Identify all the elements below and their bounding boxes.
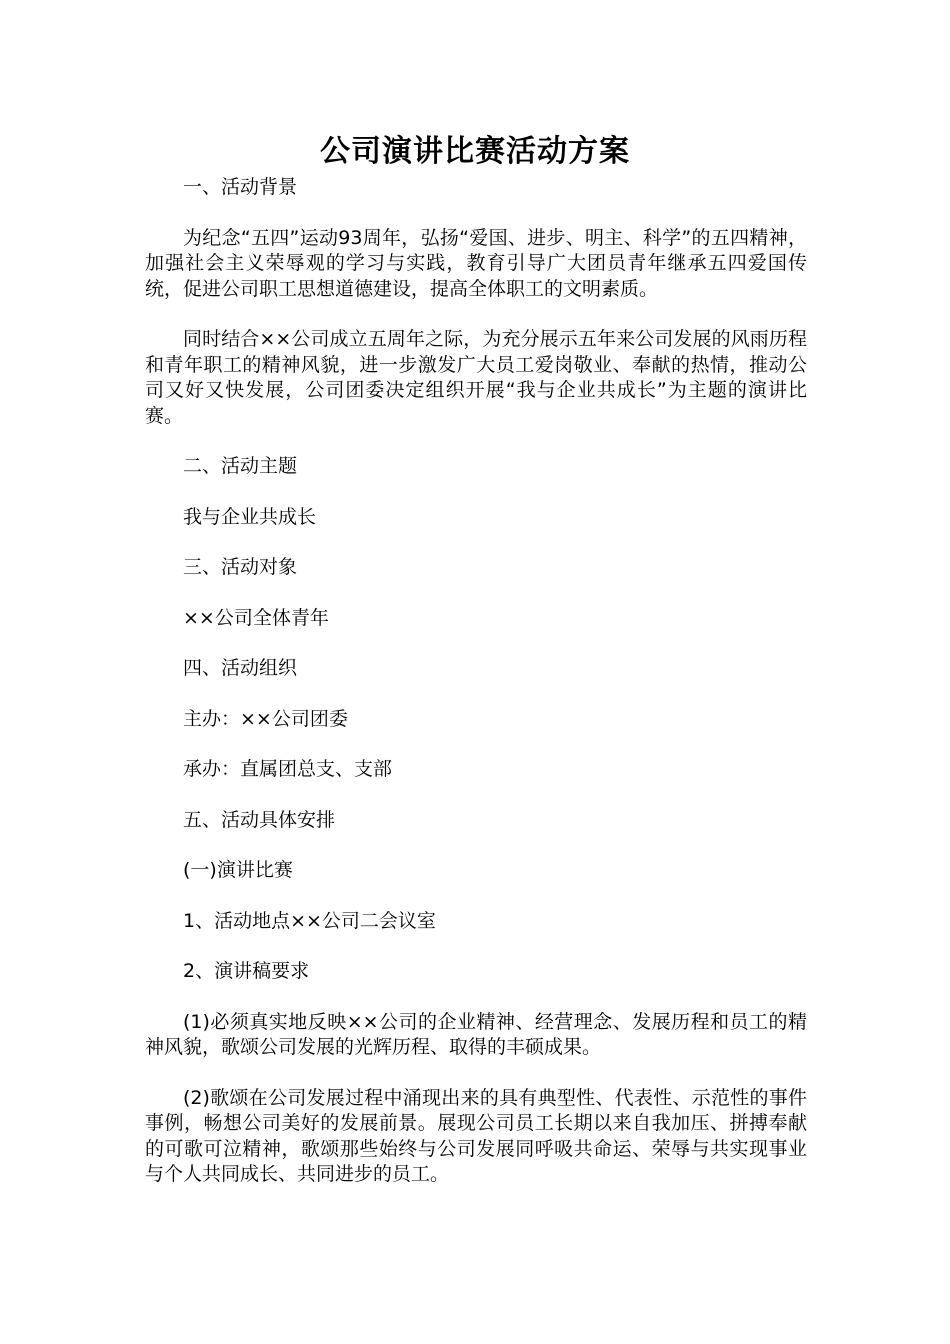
document-title: 公司演讲比赛活动方案 xyxy=(320,134,630,169)
organization-organizer: 承办：直属团总支、支部 xyxy=(183,758,393,780)
arrangement-item-location: 1、活动地点××公司二会议室 xyxy=(183,909,436,932)
section-heading-arrangement: 五、活动具体安排 xyxy=(183,808,336,831)
background-paragraph-1: 为纪念“五四”运动93周年，弘扬“爱国、进步、明主、科学”的五四精神，加强社会主义荣辱观的学习与实践，教育引导广大团员青年继承五四爱国传统，促进公司职工思想道德建设，提高全体职工的文明素质。 xyxy=(145,226,807,300)
organization-host: 主办：××公司团委 xyxy=(183,707,348,730)
section-heading-background: 一、活动背景 xyxy=(183,176,298,198)
document-body xyxy=(145,175,807,1188)
background-paragraph-2: 同时结合××公司成立五周年之际，为充分展示五年来公司发展的风雨历程和青年职工的精神风貌，进一步激发广大员工爱岗敬业、奉献的热情，推动公司又好又快发展，公司团委决定组织开展“我与企业共成长”为主题的演讲比赛。 xyxy=(145,328,807,427)
requirement-paragraph-2: (2)歌颂在公司发展过程中涌现出来的具有典型性、代表性、示范性的事件事例，畅想公司美好的发展前景。展现公司员工长期以来自我加压、拼搏奉献的可歌可泣精神，歌颂那些始终与公司发展同呼吸共命运、荣辱与共实现事业与个人共同成长、共同进步的员工。 xyxy=(145,1086,807,1185)
requirement-paragraph-1: (1)必须真实地反映××公司的企业精神、经营理念、发展历程和员工的精神风貌，歌颂公司发展的光辉历程、取得的丰硕成果。 xyxy=(145,1010,807,1058)
subsection-speech-contest: (一)演讲比赛 xyxy=(183,859,293,881)
audience-value: ××公司全体青年 xyxy=(183,606,329,629)
section-heading-audience: 三、活动对象 xyxy=(183,556,298,578)
arrangement-item-requirements: 2、演讲稿要求 xyxy=(183,960,310,982)
section-heading-organization: 四、活动组织 xyxy=(183,657,298,679)
theme-value: 我与企业共成长 xyxy=(183,505,317,528)
section-heading-theme: 二、活动主题 xyxy=(183,455,298,477)
